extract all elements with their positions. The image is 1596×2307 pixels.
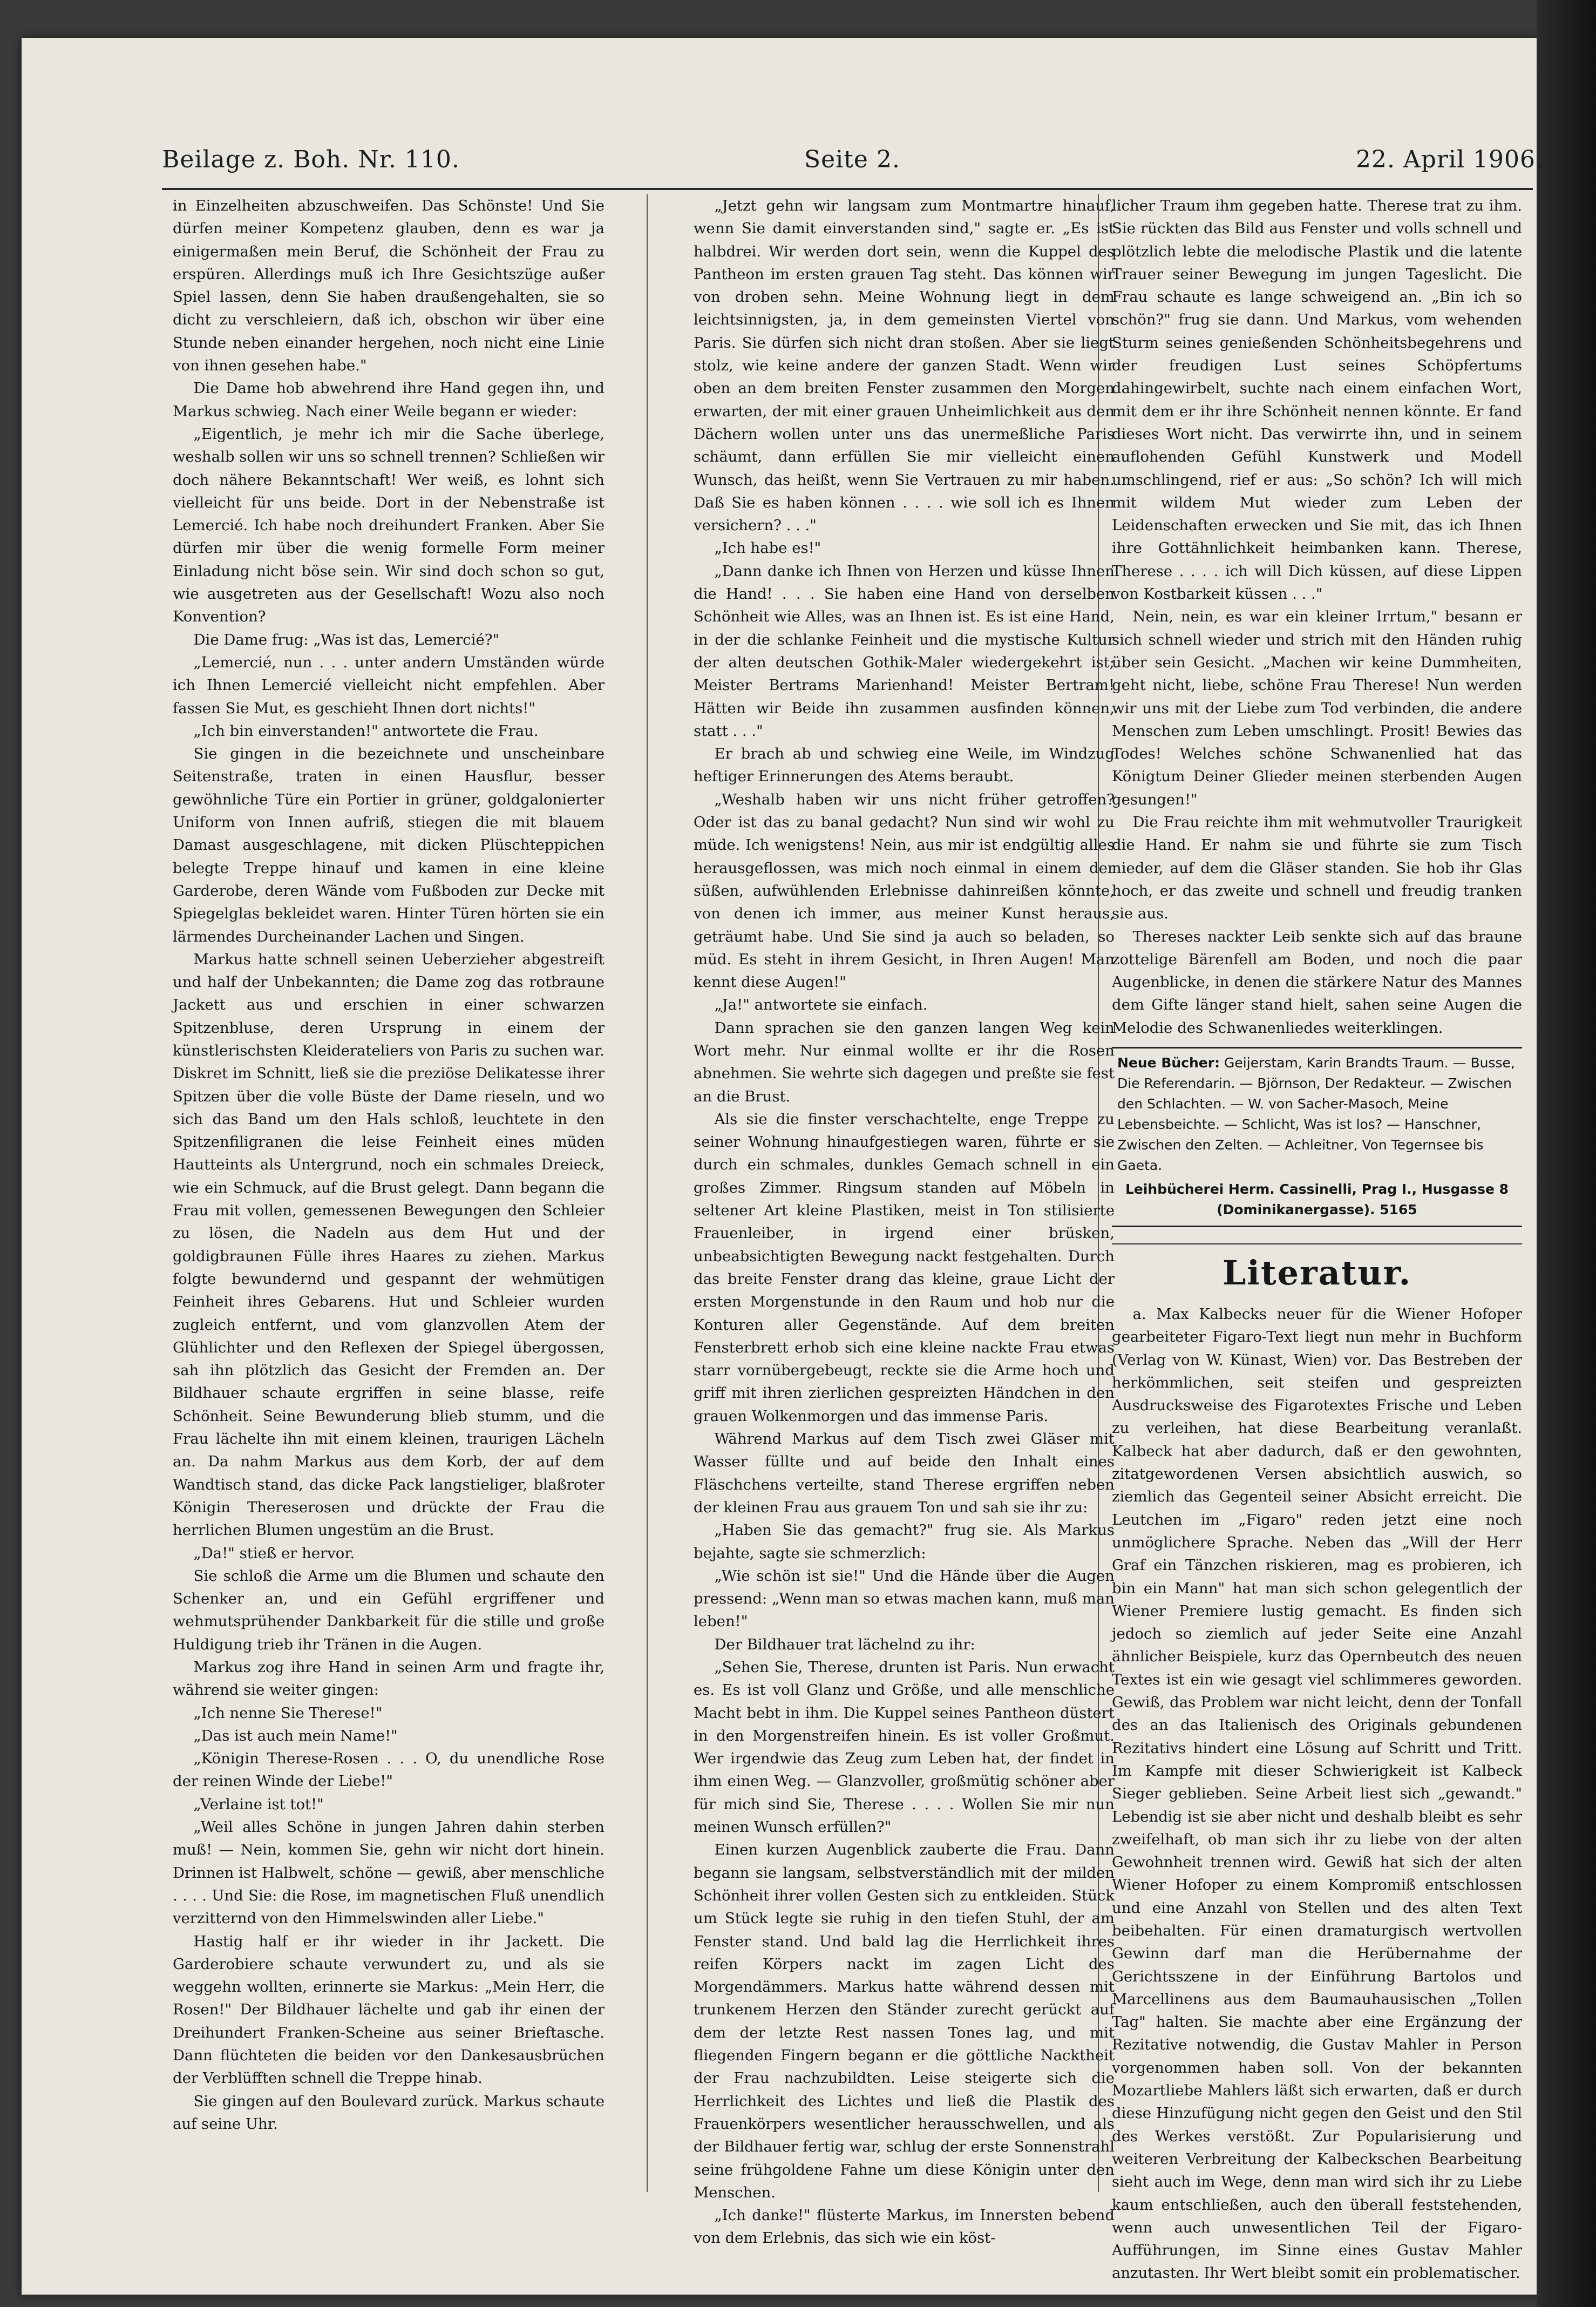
paragraph: „Jetzt gehn wir langsam zum Montmartre hinauf, wenn Sie damit einverstanden sind," sagte er. „Es ist halbdrei. Wir werden dort sein, wenn die Kuppel des Pantheon im ersten grauen Tag steht. Das können wir von droben sehn. Meine Wohnung liegt in dem leichtsinnigsten, ja, in dem gemeinsten Viertel von Paris. Sie dürfen sich nicht dran stoßen. Aber sie liegt stolz, wie keine andere der ganzen Stadt. Wenn wir oben an dem breiten Fenster zusammen den Morgen erwarten, der mit einer grauen Unheimlichkeit aus den Dächern wollen unter uns das unermeßliche Paris schäumt, dann erfüllen Sie mir vielleicht einen Wunsch, das heißt, wenn Sie Vertrauen zu mir haben. Daß Sie es haben können . . . . wie soll ich es Ihnen versichern? . . ." [694,197,1115,535]
paragraph: „Das ist auch mein Name!" [193,1727,398,1744]
column-1 [173,194,605,2224]
paragraph: Nein, nein, es war ein kleiner Irrtum," besann er sich schnell wieder und strich mit den Händen ruhig über sein Gesicht. „Machen wir keine Dummheiten, geht nicht, liebe, schöne Frau Therese! Nun werden wir uns mit der Liebe zum Tod verbinden, die andere Menschen zum Leben umschlingt. Prosit! Bewies das Todes! Welches schöne Schwanenlied hat das Königtum Deiner Glieder meinen sterbenden Augen gesungen!" [1112,608,1522,808]
paragraph: „Lemercié, nun . . . unter andern Umständen würde ich Ihnen Lemercié vielleicht nicht empfehlen. Aber fassen Sie Mut, es geschieht Ihnen dort nichts!" [173,653,605,717]
paragraph: „Königin Therese-Rosen . . . O, du unendliche Rose der reinen Winde der Liebe!" [173,1750,605,1790]
paragraph: Die Dame frug: „Was ist das, Lemercié?" [193,631,500,648]
paragraph: „Weil alles Schöne in jungen Jahren dahin sterben muß! — Nein, kommen Sie, gehn wir nicht dort hinein. Drinnen ist Halbwelt, schöne — gewiß, aber menschliche . . . . Und Sie: die Rose, im magnetischen Fluß unendlich verzitternd von den Himmelswinden aller Liebe." [173,1818,605,1927]
paragraph: Dann sprachen sie den ganzen langen Weg kein Wort mehr. Nur einmal wollte er ihr die Rosen abnehmen. Sie wehrte sich dagegen und preßte sie fest an die Brust. [694,1019,1115,1105]
paragraph: in Einzelheiten abzuschweifen. Das Schönste! Und Sie dürfen meiner Kompetenz glauben, denn es war ja einigermaßen mein Beruf, die Schönheit der Frau zu erspüren. Allerdings muß ich Ihre Gesichtszüge außer Spiel lassen, denn Sie haben draußengehalten, sie so dicht zu verschleiern, daß ich, obschon wir über eine Stunde neben einander hergehen, noch nicht eine Linie von ihnen gesehen habe." [173,197,605,375]
paragraph: a. Max Kalbecks neuer für die Wiener Hofoper gearbeiteter Figaro-Text liegt nun mehr in Buchform (Verlag von W. Künast, Wien) vor. Das Bestreben der herkömmlichen, seit steifen und gespreizten Ausdrucksweise des Figarotextes Frische und Leben zu verleihen, hat diese Bearbeitung veranlaßt. Kalbeck hat aber dadurch, daß er den gewohnten, zitatgewordenen Versen absichtlich auswich, so ziemlich das Gegenteil seiner Absicht erreicht. Die Leutchen im „Figaro" reden jetzt eine noch unmöglichere Sprache. Neben das „Will der Herr Graf ein Tänzchen riskieren, mag es probieren, ich bin ein Mann" hat man sich schon gelegentlich der Wiener Premiere lustig gemacht. Es finden sich jedoch so ziemlich auf jeder Seite eine Anzahl ähnlicher Beispiele, kurz das Opernbeutch des neuen Textes ist ein wie gesagt viel schlimmeres geworden. Gewiß, das Problem war nicht leicht, denn der Tonfall des an das Italienisch des Originals gebundenen Rezitativs hindert eine Lösung auf Schritt und Tritt. Im Kampfe mit dieser Schwierigkeit ist Kalbeck Sieger geblieben. Seine Arbeit liest sich „gewandt." Lebendig ist sie aber nicht und deshalb bleibt es sehr zweifelhaft, ob man sich ihr zu liebe von der alten Gewohnheit trennen wird. Gewiß hat sich der alten Wiener Hofoper zu einem Kompromiß entschlossen und eine Anzahl von Stellen und des alten Text beibehalten. Für einen dramaturgisch wertvollen Gewinn darf man die Herübernahme der Gerichtsszene in der Einführung Bartolos und Marcellinens aus dem Baumauhausischen „Tollen Tag" halten. Sie machte aber eine Ergänzung der Rezitative notwendig, die Gustav Mahler in Person vorgenommen haben soll. Von der bekannten Mozartliebe Mahlers läßt sich erwarten, daß er durch diese Hinzufügung nicht gegen den Geist und den Stil des Werkes verstößt. Zur Popularisierung und weiteren Verbreitung der Kalbeckschen Bearbeitung sieht auch im Wege, denn man wird sich ihr zu Liebe kaum entschließen, auch den überall feststehenden, wenn auch unwesentlichen Teil der Figaro-Aufführungen, im Sinne eines Gustav Mahler anzutasten. Ihr Wert bleibt somit ein problematischer. [1112,1305,1522,2282]
paragraph: „Ich habe es!" [714,539,821,557]
paragraph: Sie gingen auf den Boulevard zurück. Markus schaute auf seine Uhr. [173,2092,605,2133]
paragraph: Als sie die finster verschachtelte, enge Treppe zu seiner Wohnung hinaufgestiegen waren, führte er sie durch ein schmales, dunkles Gemach schnell in ein großes Zimmer. Ringsum standen auf Möbeln in seltener Art kleine Plastiken, meist in Ton stilisierte Frauenleiber, in irgend einer brüsken, unbeabsichtigten Bewegung nackt festgehalten. Durch das breite Fenster drang das kleine, graue Licht der ersten Morgenstunde in den Raum und hob nur die Konturen aller Gegenstände. Auf dem breiten Fensterbrett erhob sich eine kleine nackte Frau etwas starr vornübergebeugt, reckte sie die Arme hoch und griff mit ihren zierlichen gespreizten Händchen in den grauen Wolkenmorgen und das immense Paris. [694,1110,1115,1425]
book-binding-edge [1537,0,1596,2307]
ad-label: Neue Bücher: [1117,1054,1220,1071]
paragraph: Hastig half er ihr wieder in ihr Jackett. Die Garderobiere schaute verwundert zu, und als sie weggehn wollten, erinnerte sie Markus: „Mein Herr, die Rosen!" Der Bildhauer lächelte und gab ihr einen der Dreihundert Franken-Scheine aus seiner Brieftasche. Dann flüchteten die beiden vor den Dankesausbrüchen der Verblüfften schnell die Treppe hinab. [173,1932,605,2087]
header-rule [162,188,1533,190]
paragraph: „Ich bin einverstanden!" antwortete die Frau. [193,722,539,740]
column-divider [647,194,648,2192]
paragraph: Der Bildhauer trat lächelnd zu ihr: [714,1635,975,1653]
column-3 [1112,194,1522,2282]
paragraph: Einen kurzen Augenblick zauberte die Frau. Dann begann sie langsam, selbstverständlich mit der milden Schönheit ihrer vollen Gesten sich zu entkleiden. Stück um Stück legte sie ruhig in den tiefen Stuhl, der am Fenster stand. Und bald lag die Herrlichkeit ihres reifen Körpers nackt im zagen Licht des Morgendämmers. Markus hatte während dessen mit trunkenem Herzen den Ständer zurecht gerückt auf dem der letzte Rest nassen Tones lag, und mit fliegenden Fingern begann er die göttliche Nacktheit der Frau nachzubildten. Leise steigerte sich die Herrlichkeit des Lichtes und ließ die Plastik des Frauenkörpers wesentlicher herausschwellen, und als der Bildhauer fertig war, schlug der erste Sonnenstrahl seine frühgoldene Fahne um diese Königin unter den Menschen. [694,1841,1115,2201]
paragraph: „Da!" stieß er hervor. [193,1544,355,1562]
paragraph: Die Frau reichte ihm mit wehmutvoller Traurigkeit die Hand. Er nahm sie und führte sie zum Tisch nieder, auf dem die Gläser standen. Sie hob ihr Glas hoch, er das zweite und schnell und freudig tranken sie aus. [1112,814,1522,923]
paragraph: „Ich nenne Sie Therese!" [193,1704,383,1722]
ad-shop-address: Leihbücherei Herm. Cassinelli, Prag I., Husgasse 8 (Dominikanergasse). 5165 [1125,1181,1509,1217]
header-date: 22. April 1906. [1355,146,1544,173]
paragraph: Markus hatte schnell seinen Ueberzieher abgestreift und half der Unbekannten; die Dame zog das rotbraune Jackett aus und erschien in einer schwarzen Spitzenbluse, deren Ursprung in einem der künstlerischsten Kleiderateliers von Paris zu suchen war. Diskret im Schnitt, ließ sie die preziöse Delikatesse ihrer Spitzen über die volle Büste der Dame rieseln, und wo sich das Band um den Hals schloß, leuchtete in den Spitzenfiligranen die leise Feinheit eines müden Hautteints als Untergrund, noch ein schmales Dreieck, wie ein Schmuck, auf die Brust gelegt. Dann begann die Frau mit vollen, gemessenen Bewegungen den Schleier zu lösen, die Nadeln aus dem Hut und der goldigbraunen Fülle ihres Haares zu ziehen. Markus folgte bewundernd und gespannt der wehmütigen Feinheit ihres Gebarens. Hut und Schleier wurden zugleich entfernt, und vom glanzvollen Atem der Glühlichter und den Reflexen der Spiegel übergossen, sah ihn plötzlich das Gesicht der Fremden an. Der Bildhauer schaute ergriffen in seine blasse, reife Schönheit. Seine Bewunderung blieb stumm, und die Frau lächelte ihn mit einem kleinen, traurigen Lächeln an. Da nahm Markus aus dem Korb, der auf dem Wandtisch stand, das dicke Pack langstieliger, blaßroter Königin Thereserosen und drückte der Frau die herrlichen Blumen ungestüm an die Brust. [173,950,605,1539]
paragraph: „Dann danke ich Ihnen von Herzen und küsse Ihnen die Hand! . . . Sie haben eine Hand von derselben Schönheit wie Alles, was an Ihnen ist. Es ist eine Hand, in der die schlanke Feinheit und die mystische Kultur der alten deutschen Gothik-Maler wiedergekehrt ist; Meister Bertrams Marienhand! Meister Bertram! Hätten wir Beide ihn zusammen ausfinden können, statt . . ." [694,562,1115,740]
ad-text: Geijerstam, Karin Brandts Traum. — Busse, Die Referendarin. — Björnson, Der Redakteur. — Zwischen den Schlachten. — W. von Sacher-Masoch, Meine Lebensbeichte. — Schlicht, Was ist los? — Hanschner, Zwischen den Zelten. — Achleitner, Von Tegernsee bis Gaeta. [1117,1054,1515,1173]
paragraph: „Ja!" antwortete sie einfach. [714,996,928,1014]
paragraph: „Eigentlich, je mehr ich mir die Sache überlege, weshalb sollen wir uns so schnell trennen? Schließen wir doch nähere Bekanntschaft! Wer weiß, es lohnt sich vielleicht für uns beide. Dort in der Nebenstraße ist Lemercié. Ich habe noch dreihundert Franken. Aber Sie dürfen mir über die wenig formelle Form meiner Einladung nicht böse sein. Wir sind doch schon so gut, wie ausgetreten aus der Gesellschaft! Wozu also noch Konvention? [173,425,605,626]
paragraph: Thereses nackter Leib senkte sich auf das braune zottelige Bärenfell am Boden, und noch die paar Augenblicke, in denen die stärkere Natur des Mannes dem Gifte länger stand hielt, sahen seine Augen die Melodie des Schwanenliedes weiterklingen. [1112,928,1522,1037]
paragraph: „Sehen Sie, Therese, drunten ist Paris. Nun erwacht es. Es ist voll Glanz und Größe, und alle menschliche Macht bebt in ihm. Die Kuppel seines Pantheon düstert in den Morgenstreifen hinein. Es ist voller Großmut. Wer irgendwie das Zeug zum Leben hat, der findet in ihm einen Weg. — Glanzvoller, großmütig schöner aber für mich sind Sie, Therese . . . . Wollen Sie mir nun meinen Wunsch erfüllen?" [694,1659,1115,1836]
paragraph: „Haben Sie das gemacht?" frug sie. Als Markus bejahte, sagte sie schmerzlich: [694,1521,1115,1562]
paragraph: „Verlaine ist tot!" [193,1795,324,1813]
paragraph: Sie gingen in die bezeichnete und unscheinbare Seitenstraße, traten in einen Hausflur, besser gewöhnliche Türe ein Portier in grüner, goldgalonierter Uniform von Innen aufriß, stiegen die mit blauem Damast ausgeschlagene, mit dicken Plüschteppichen belegte Treppe hinauf und kamen in eine kleine Garderobe, deren Wände vom Fußboden zur Decke mit Spiegelglas bekleidet waren. Hinter Türen hörten sie ein lärmendes Durcheinander Lachen und Singen. [173,745,605,945]
paragraph: „Wie schön ist sie!" Und die Hände über die Augen pressend: „Wenn man so etwas machen kann, muß man leben!" [694,1567,1115,1631]
paragraph: Die Dame hob abwehrend ihre Hand gegen ihn, und Markus schwieg. Nach einer Weile begann er wieder: [173,380,605,420]
paragraph: licher Traum ihm gegeben hatte. Therese trat zu ihm. Sie rückten das Bild aus Fenster und volls schnell und plötzlich lebte die melodische Plastik und die latente Trauer seiner Bewegung im jungen Tageslicht. Die Frau schaute es lange schweigend an. „Bin ich so schön?" frug sie dann. Und Markus, vom wehenden Sturm seines genießenden Schönheitsbegehrens und der freudigen Lust seines Schöpfertums dahingewirbelt, suchte nach einem einfachen Wort, mit dem er ihr ihre Schönheit nennen könnte. Er fand dieses Wort nicht. Das verwirrte ihn, und in seinem auflohenden Gefühl Kunstwerk und Modell umschlingend, rief er aus: „So schön? Ich will mich mit wildem Mut wieder zum Leben der Leidenschaften erwecken und Sie mit, das ich Ihnen ihre Gottähnlichkeit heimbanken kann. Therese, Therese . . . . ich will Dich küssen, auf diese Lippen von Kostbarkeit küssen . . ." [1112,197,1522,603]
header-page-number: Seite 2. [804,146,900,173]
book-advertisement [1112,1047,1522,1227]
paragraph: Sie schloß die Arme um die Blumen und schaute den Schenker an, und ein Gefühl ergriffener und wehmutsprühender Dankbarkeit für die stille und große Huldigung trieb ihr Tränen in die Augen. [173,1567,605,1653]
paragraph: „Ich danke!" flüsterte Markus, im Innersten bebend von dem Erlebnis, das sich wie ein köst- [694,2207,1115,2247]
paragraph: Während Markus auf dem Tisch zwei Gläser mit Wasser füllte und auf beide den Inhalt eines Fläschchens verteilte, stand Therese ergriffen neben der kleinen Frau aus grauem Ton und sah sie ihr zu: [694,1430,1115,1516]
header-supplement-number: Beilage z. Boh. Nr. 110. [162,146,460,173]
page-header [162,146,1544,184]
column-2 [694,194,1115,2247]
paragraph: Markus zog ihre Hand in seinen Arm und fragte ihr, während sie weiter gingen: [173,1659,605,1699]
paragraph: Er brach ab und schwieg eine Weile, im Windzug heftiger Erinnerungen des Atems beraubt. [694,745,1115,786]
paragraph: „Weshalb haben wir uns nicht früher getroffen? Oder ist das zu banal gedacht? Nun sind wir wohl zu müde. Ich wenigstens! Nein, aus mir ist endgültig alles herausgeflossen, was mich noch einmal in einem der süßen, aufwühlenden Erlebnisse dahinreißen könnte, von denen ich immer, aus meiner Kunst heraus, geträumt habe. Und Sie sind ja auch so beladen, so müd. Es steht in ihrem Gesicht, in Ihren Augen! Man kennt diese Augen!" [694,790,1115,991]
section-heading-literatur: Literatur. [1112,1243,1522,1297]
